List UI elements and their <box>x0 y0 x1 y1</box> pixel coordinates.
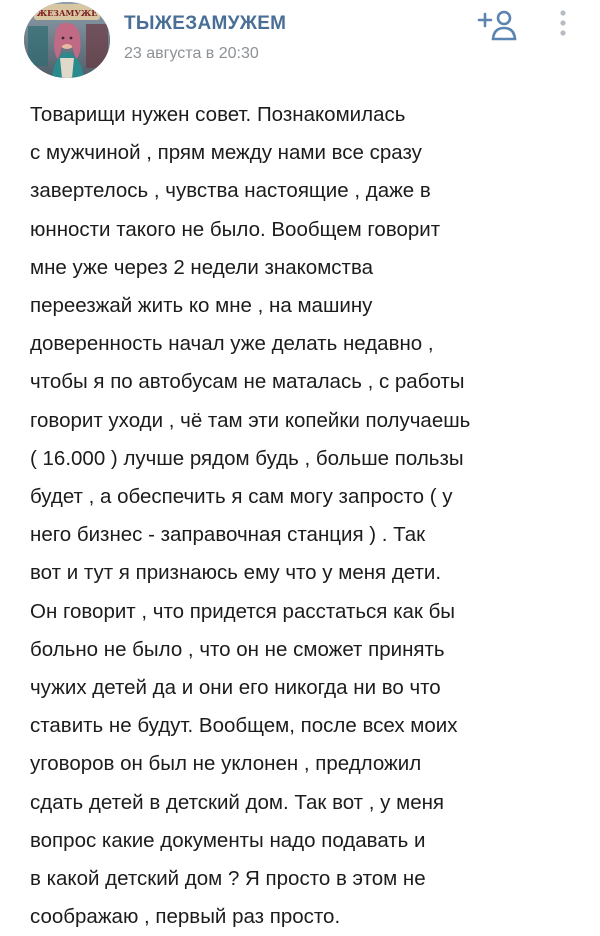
post-text-line: завертелось , чувства настоящие , даже в <box>30 179 431 203</box>
post-text-line: Товарищи нужен совет. Познакомилась <box>30 103 406 126</box>
post-header <box>0 0 600 92</box>
more-vertical-icon <box>553 8 573 42</box>
post-text-line: чужих детей да и они его никогда ни во что <box>30 676 441 700</box>
add-user-icon <box>476 8 520 42</box>
post-text-line: с мужчиной , прям между нами все сразу <box>30 141 422 165</box>
post-text-line: уговоров он был не уклонен , предложил <box>30 752 422 776</box>
avatar-sign-text: ЖЕЗАМУЖЕ <box>36 8 98 18</box>
avatar-image <box>24 2 110 78</box>
more-button[interactable] <box>553 8 573 42</box>
post-text-line: больно не было , что он не сможет принять <box>30 637 445 661</box>
post-text-line: вот и тут я признаюсь ему что у меня дети. <box>30 561 442 585</box>
post-text-line: Он говорит , что придется расстаться как бы <box>30 599 456 623</box>
post-date[interactable]: 23 августа в 20:30 <box>124 45 259 62</box>
group-name[interactable]: ТЫЖЕЗАМУЖЕМ <box>124 13 287 34</box>
subscribe-button[interactable] <box>476 8 520 42</box>
post-text-line: соображаю , первый раз просто. <box>30 905 341 929</box>
post-text-line: вопрос какие документы надо подавать и <box>30 828 426 852</box>
post-text-line: мне уже через 2 недели знакомства <box>30 255 374 279</box>
post-text-line: в какой детский дом ? Я просто в этом не <box>30 867 426 891</box>
post-text-line: ( 16.000 ) лучше рядом будь , больше пользы <box>30 446 464 470</box>
post-text-line: переезжай жить ко мне , на машину <box>30 294 373 318</box>
avatar[interactable] <box>24 2 110 78</box>
post-text <box>30 96 582 936</box>
post-text-line: него бизнес - заправочная станция ) . Так <box>30 523 426 547</box>
post-text-line: юнности такого не было. Вообщем говорит <box>30 217 441 241</box>
post-text-line: сдать детей в детский дом. Так вот , у меня <box>30 790 445 814</box>
post-text-line: чтобы я по автобусам не маталась , с работы <box>30 370 465 394</box>
post-text-line: ставить не будут. Вообщем, после всех моих <box>30 714 458 738</box>
post-text-line: доверенность начал уже делать недавно , <box>30 332 434 356</box>
post-text-line: говорит уходи , чё там эти копейки получаешь <box>30 408 471 432</box>
post-text-line: будет , а обеспечить я сам могу запросто ( у <box>30 485 453 509</box>
